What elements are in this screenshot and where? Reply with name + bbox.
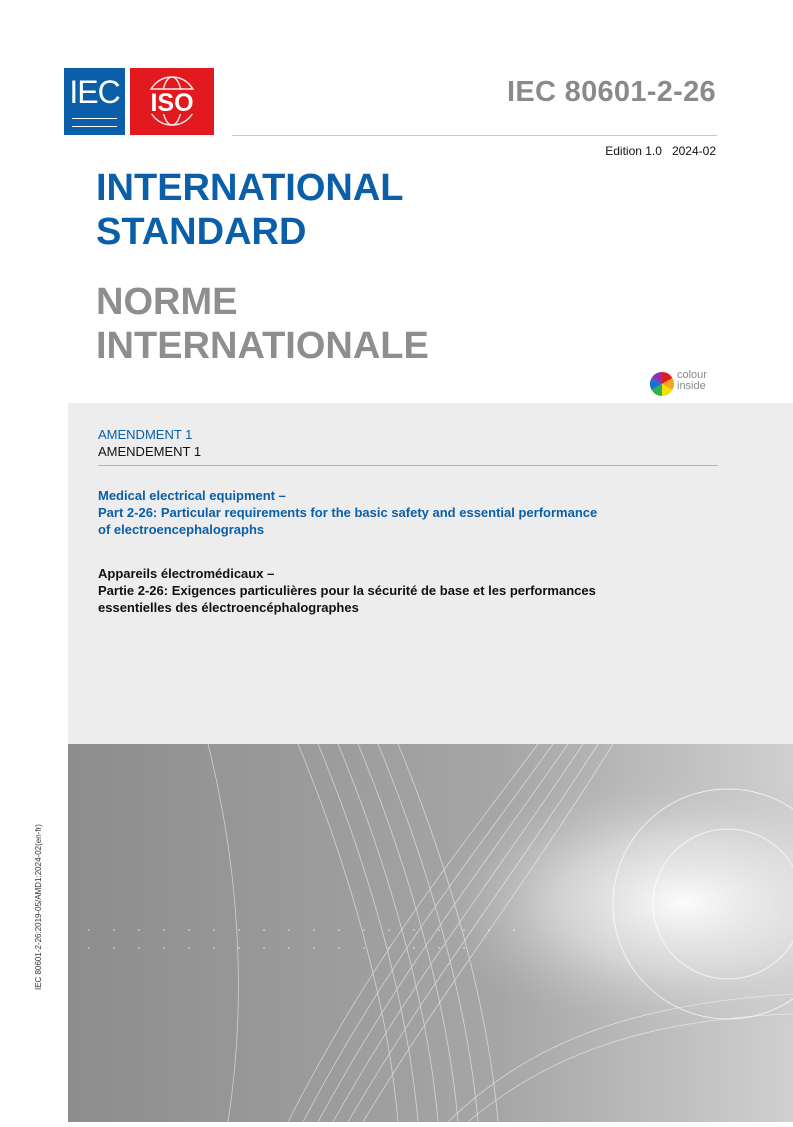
side-reference-text: IEC 80601-2-26:2019-05/AMD1:2024-02(en-fr) xyxy=(34,824,43,990)
subject-french-line2: Partie 2-26: Exigences particulières pour la sécurité de base et les performances xyxy=(98,583,596,598)
iec-logo-lines xyxy=(72,118,117,127)
iec-logo xyxy=(64,68,125,135)
amendment-french: AMENDEMENT 1 xyxy=(98,444,202,459)
iec-logo-text: IEC xyxy=(69,74,120,110)
colour-wheel-icon xyxy=(650,372,674,396)
colour-inside-badge xyxy=(650,370,720,400)
abstract-curves-image xyxy=(68,744,793,1122)
title-english-line2: STANDARD xyxy=(96,211,307,253)
title-english-line1: INTERNATIONAL xyxy=(96,167,404,209)
subject-english-line2: Part 2-26: Particular requirements for the basic safety and essential performance xyxy=(98,505,598,520)
subject-english-line3: of electroencephalographs xyxy=(98,522,265,537)
amendment-english: AMENDMENT 1 xyxy=(98,427,193,442)
edition-line xyxy=(605,144,716,158)
amendment-divider xyxy=(98,465,718,466)
badge-line2: inside xyxy=(677,380,706,392)
subject-french-line1: Appareils électromédicaux – xyxy=(98,566,275,581)
standard-number: IEC 80601-2-26 xyxy=(507,76,716,108)
edition-label: Edition 1.0 xyxy=(605,144,662,158)
iso-logo-text: ISO xyxy=(150,89,194,117)
header-divider xyxy=(232,135,717,136)
title-french-line2: INTERNATIONALE xyxy=(96,325,429,367)
cover-artwork xyxy=(68,744,793,1122)
badge-line1: colour xyxy=(677,369,707,381)
title-french-line1: NORME xyxy=(96,281,238,323)
subject-french-line3: essentielles des électroencéphalographes xyxy=(98,600,359,615)
edition-date: 2024-02 xyxy=(671,144,716,158)
iso-logo xyxy=(130,68,214,135)
subject-english-line1: Medical electrical equipment – xyxy=(98,488,286,503)
